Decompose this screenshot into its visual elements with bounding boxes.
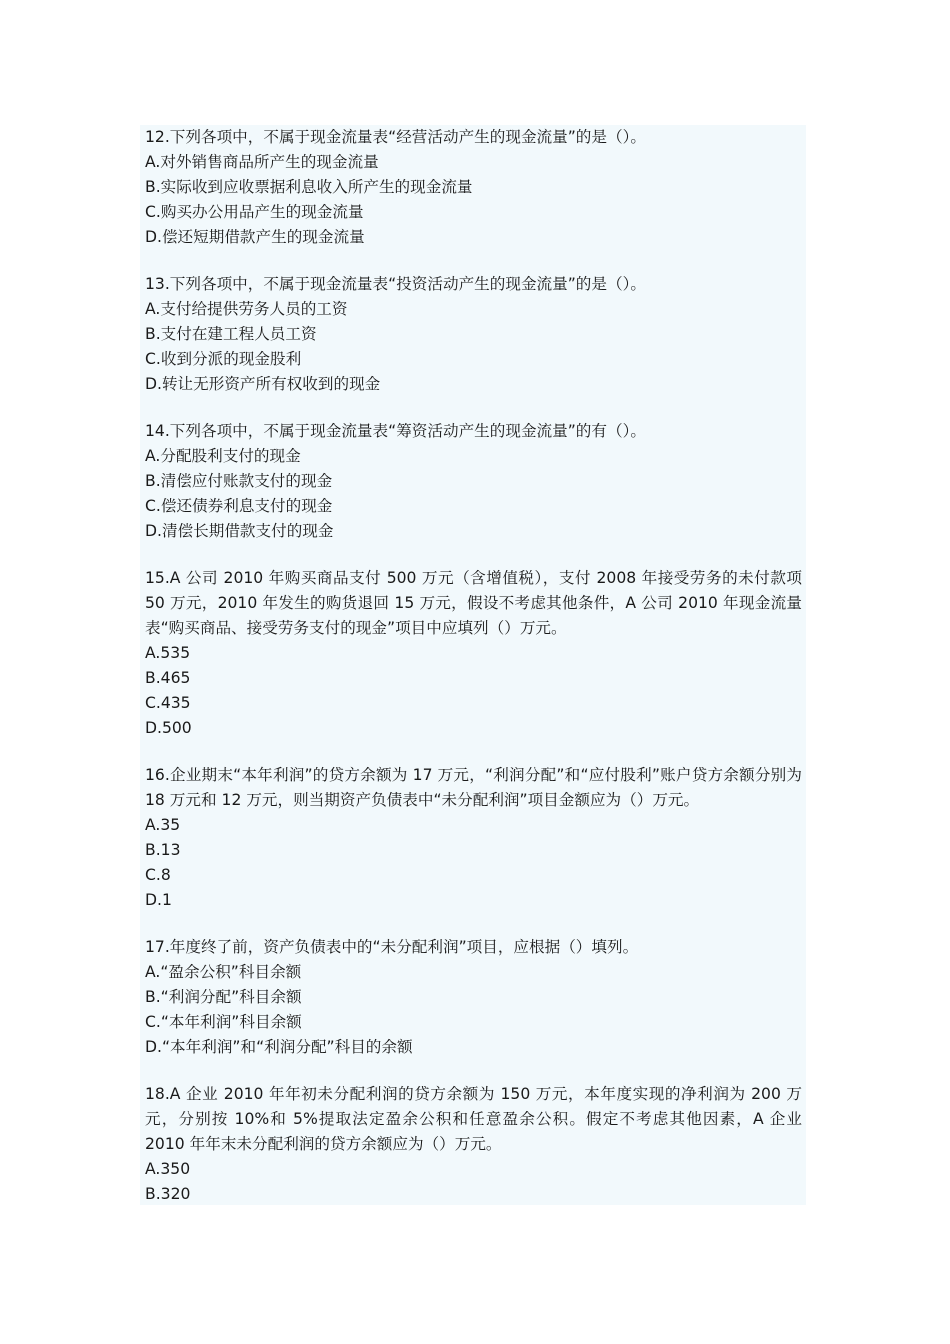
option-b: B.465 [145,669,191,687]
option-c: C.购买办公用品产生的现金流量 [145,203,364,221]
option-a: A.350 [145,1160,191,1178]
option-a: A.“盈余公积”科目余额 [145,963,302,981]
question-16 [145,763,802,913]
question-14 [145,419,802,544]
question-15 [145,566,802,741]
option-a: A.对外销售商品所产生的现金流量 [145,153,379,171]
question-stem: 16.企业期末“本年利润”的贷方余额为 17 万元，“利润分配”和“应付股利”账户贷方余额分别为 18 万元和 12 万元，则当期资产负债表中“未分配利润”项目金额应为（）万元。 [145,766,802,809]
question-17 [145,935,802,1060]
option-b: B.支付在建工程人员工资 [145,325,317,343]
option-a: A.支付给提供劳务人员的工资 [145,300,348,318]
option-b: B.13 [145,841,181,859]
question-stem: 14.下列各项中，不属于现金流量表“筹资活动产生的现金流量”的有（）。 [145,422,646,440]
option-c: C.偿还债券利息支付的现金 [145,497,333,515]
option-a: A.35 [145,816,181,834]
document-page-content [140,125,806,1205]
option-d: D.1 [145,891,172,909]
option-b: B.“利润分配”科目余额 [145,988,302,1006]
option-b: B.清偿应付账款支付的现金 [145,472,333,490]
question-stem: 17.年度终了前，资产负债表中的“未分配利润”项目，应根据（）填列。 [145,938,639,956]
option-c: C.435 [145,694,191,712]
option-d: D.“本年利润”和“利润分配”科目的余额 [145,1038,413,1056]
question-stem: 15.A 公司 2010 年购买商品支付 500 万元（含增值税），支付 2008 年接受劳务的未付款项 50 万元，2010 年发生的购货退回 15 万元，假设不考虑其他条件，A 公司 2010 年现金流量表“购买商品、接受劳务支付的现金”项目中应填列（）万元。 [145,569,802,637]
option-c: C.8 [145,866,171,884]
option-d: D.清偿长期借款支付的现金 [145,522,334,540]
option-c: C.“本年利润”科目余额 [145,1013,302,1031]
option-d: D.偿还短期借款产生的现金流量 [145,228,365,246]
question-13 [145,272,802,397]
option-b: B.320 [145,1185,191,1203]
question-18 [145,1082,802,1207]
question-stem: 12.下列各项中，不属于现金流量表“经营活动产生的现金流量”的是（）。 [145,128,646,146]
option-d: D.转让无形资产所有权收到的现金 [145,375,381,393]
question-stem: 18.A 企业 2010 年年初未分配利润的贷方余额为 150 万元，本年度实现的净利润为 200 万元，分别按 10%和 5%提取法定盈余公积和任意盈余公积。假定不考虑其他因素，A 企业 2010 年年末未分配利润的贷方余额应为（）万元。 [145,1085,802,1153]
option-a: A.分配股利支付的现金 [145,447,301,465]
option-c: C.收到分派的现金股利 [145,350,302,368]
option-b: B.实际收到应收票据利息收入所产生的现金流量 [145,178,473,196]
option-a: A.535 [145,644,191,662]
option-d: D.500 [145,719,192,737]
question-12 [145,125,802,250]
question-stem: 13.下列各项中，不属于现金流量表“投资活动产生的现金流量”的是（）。 [145,275,646,293]
